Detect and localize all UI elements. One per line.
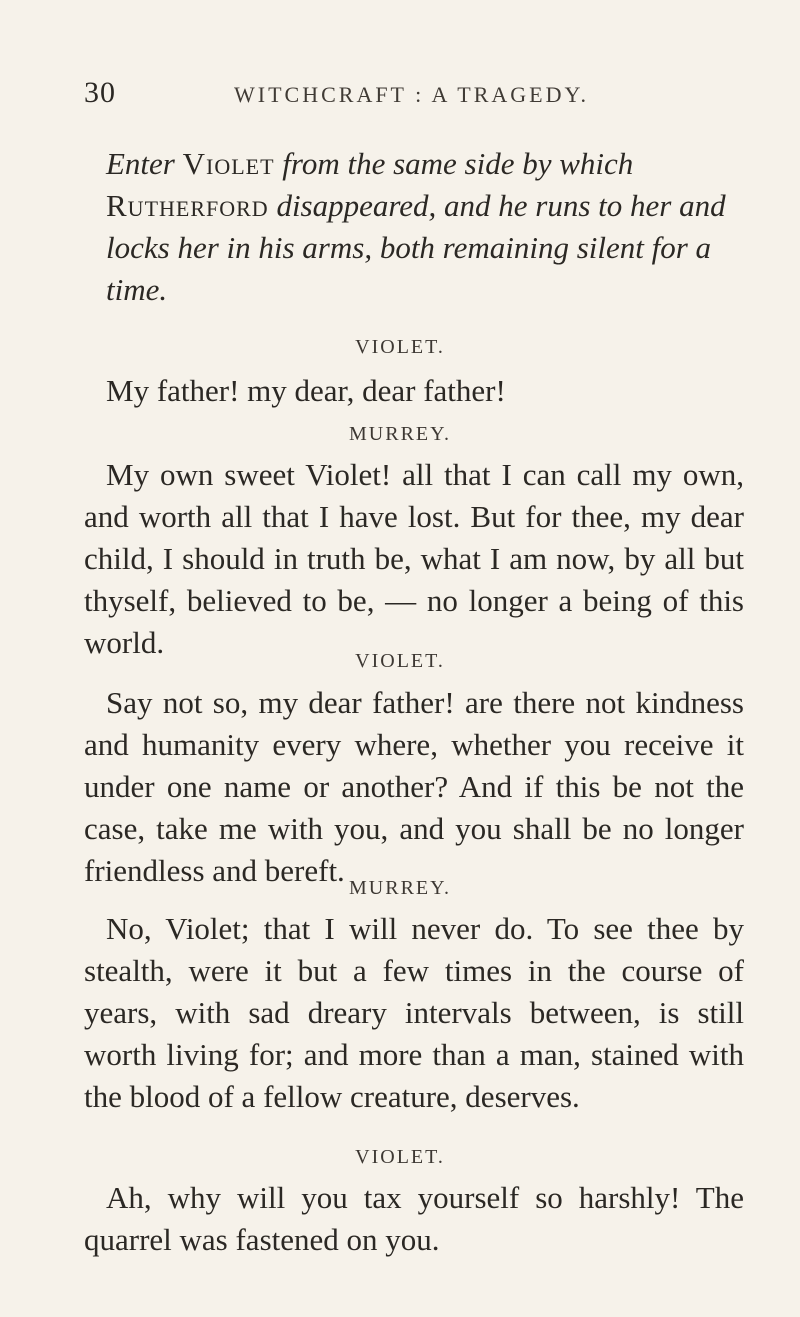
character-name-violet: Violet <box>182 146 275 181</box>
speech-text <box>84 682 744 892</box>
page-number: 30 <box>84 76 116 109</box>
speech-paragraph: Ah, why will you tax yourself so harshly! The quarrel was fastened on you. <box>84 1180 744 1257</box>
speech-text <box>84 454 744 664</box>
speech-text <box>84 908 744 1118</box>
speaker-label: MURREY. <box>349 877 451 899</box>
stage-direction-text: from the same side by which <box>274 146 634 181</box>
stage-direction-text: disappeared, and he runs to her and locks her in his arms, both remaining silent for a time. <box>106 188 726 307</box>
running-title: WITCHCRAFT : A TRAGEDY. <box>234 82 590 107</box>
stage-direction <box>106 143 746 311</box>
speaker-label: VIOLET. <box>355 336 445 358</box>
speech-text <box>84 370 744 412</box>
speaker-label: VIOLET. <box>355 1146 445 1168</box>
speech-paragraph: My father! my dear, dear father! <box>106 373 506 408</box>
stage-direction-text: Enter <box>106 146 183 181</box>
speech-paragraph: Say not so, my dear father! are there not kindness and humanity every where, whether you receive it under one name or another? And if this be not the case, take me with you, and you shall be no longer friendless and bereft. <box>84 685 744 888</box>
character-name-rutherford: Rutherford <box>106 188 269 223</box>
speech-text <box>84 1177 744 1261</box>
speech-paragraph: My own sweet Violet! all that I can call my own, and worth all that I have lost. But for thee, my dear child, I should in truth be, what I am now, by all but thyself, believed to be, — no longer a being of this world. <box>84 457 744 660</box>
speaker-label: VIOLET. <box>355 650 445 672</box>
page-header <box>84 76 740 116</box>
speaker-label: MURREY. <box>349 423 451 445</box>
speech-paragraph: No, Violet; that I will never do. To see thee by stealth, were it but a few times in the course of years, with sad dreary intervals between, is still worth living for; and more than a man, stained with the blood of a fellow creature, deserves. <box>84 911 744 1114</box>
